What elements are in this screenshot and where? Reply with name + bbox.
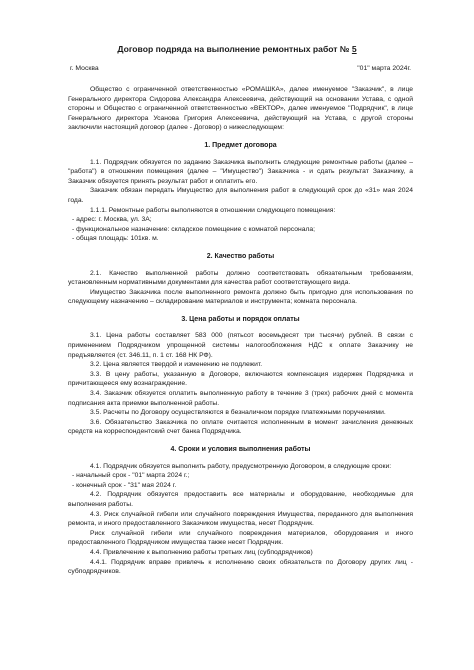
clause-4-3: 4.3. Риск случайной гибели или случайного повреждения Имущества, переданного для выполнения ремонта, и иного предоставленного Заказчиком имущества, несет Подрядчик. — [68, 510, 413, 528]
clause-4-1: 4.1. Подрядчик обязуется выполнить работу, предусмотренную Договором, в следующие сроки: — [90, 462, 392, 470]
clause-2-1: 2.1. Качество выполненной работы должно соответствовать обязательным требованиям, установленным нормативными документами для качества работ соответствующего вида. — [68, 269, 413, 287]
clause-3-1: 3.1. Цена работы составляет 583 000 (пятьсот восемьдесят три тысячи) рублей. В связи с применением Подрядчиком упрощенной системы налогообложения НДС к оплате Заказчику не предъявляется (ст. 346.11, п. 1 ст. 168 НК РФ). — [68, 332, 413, 359]
city: г. Москва — [70, 65, 99, 72]
clause-3-3: 3.3. В цену работы, указанную в Договоре, включаются компенсация издержек Подрядчика и причитающееся ему вознаграждение. — [68, 370, 413, 388]
document-title — [40, 44, 434, 54]
clause-4-4: 4.4. Привлечение к выполнению работы третьих лиц (субподрядчиков) — [90, 548, 313, 556]
list-item-area: - общая площадь: 101кв. м. — [72, 235, 159, 243]
clause-3-4: 3.4. Заказчик обязуется оплатить выполненную работу в течение 3 (трех) рабочих дней с момента подписания акта приемки выполненной работы. — [68, 390, 413, 407]
clause-3-6: 3.6. Обязательство Заказчика по оплате считается исполненным в момент зачисления денежных средств на корреспондентский счет банка Подрядчика. — [68, 418, 413, 436]
section-4-heading: 4. Сроки и условия выполнения работы — [170, 446, 311, 453]
clause-1-1-1: 1.1.1. Ремонтные работы выполняются в отношении следующего помещения: — [90, 206, 336, 214]
intro-paragraph: Общество с ограниченной ответственностью «РОМАШКА», далее именуемое "Заказчик", в лице Генерального директора Сидорова Александра Алексеевича, действующий на основании Устава, с одной стороны и Общество с ограниченной ответственностью «ВЕКТОР», далее именуемое "Подрядчик", в лице Генерального директора Усанова Григория Алексеевича, действующий на Устава, с другой стороны заключили настоящий договор (далее - Договор) о нижеследующем: — [68, 86, 413, 132]
contract-date: "01" марта 2024г. — [357, 65, 411, 72]
clause-3-2: 3.2. Цена является твердой и изменению не подлежит. — [90, 361, 263, 369]
section-3-heading: 3. Цена работы и порядок оплаты — [181, 315, 300, 323]
clause-1-1: 1.1. Подрядчик обязуется по заданию Заказчика выполнить следующие ремонтные работы (далее – "работа") в отношении помещения (далее – "Имущество") Заказчика - и сдать результат Заказчику, а Заказчик обязуется принять результат работ и оплатить его. — [68, 158, 413, 185]
place-date-line — [70, 65, 411, 72]
clause-3-5: 3.5. Расчеты по Договору осуществляются в безналичном порядке платежными поручениями. — [90, 409, 386, 417]
clause-1-1-note: Заказчик обязан передать Имущество для выполнения работ в следующий срок до «31» мая 2024 года. — [68, 187, 413, 204]
clause-4-4-1: 4.4.1. Подрядчик вправе привлечь к исполнению своих обязательств по Договору других лиц - субподрядчиков. — [68, 558, 413, 576]
list-item-start-date: - начальный срок - "01" марта 2024 г.; — [72, 472, 190, 480]
document-body — [68, 85, 413, 577]
contract-number: 5 — [351, 44, 357, 54]
list-item-purpose: - функциональное назначение: складское помещение с комнатой персонала; — [72, 225, 316, 233]
section-2-heading: 2. Качество работы — [206, 252, 275, 260]
clause-4-2: 4.2. Подрядчик обязуется предоставить все материалы и оборудование, необходимые для выполнения работы. — [68, 491, 413, 508]
list-item-address: - адрес: г. Москва, ул. 3А; — [72, 216, 152, 224]
title-text: Договор подряда на выполнение ремонтных работ № — [117, 44, 350, 54]
clause-2-1-note: Имущество Заказчика после выполненного ремонта должно быть пригодно для использования по следующему назначению – складирование материалов и инструмента; комната персонала. — [68, 288, 413, 306]
section-1-heading: 1. Предмет договора — [204, 141, 277, 149]
clause-4-3-note: Риск случайной гибели или случайного повреждения материалов, оборудования и иного предоставленного Подрядчиком имущества также несет Подрядчик. — [68, 529, 413, 547]
list-item-end-date: - конечный срок - "31" мая 2024 г. — [72, 481, 177, 489]
